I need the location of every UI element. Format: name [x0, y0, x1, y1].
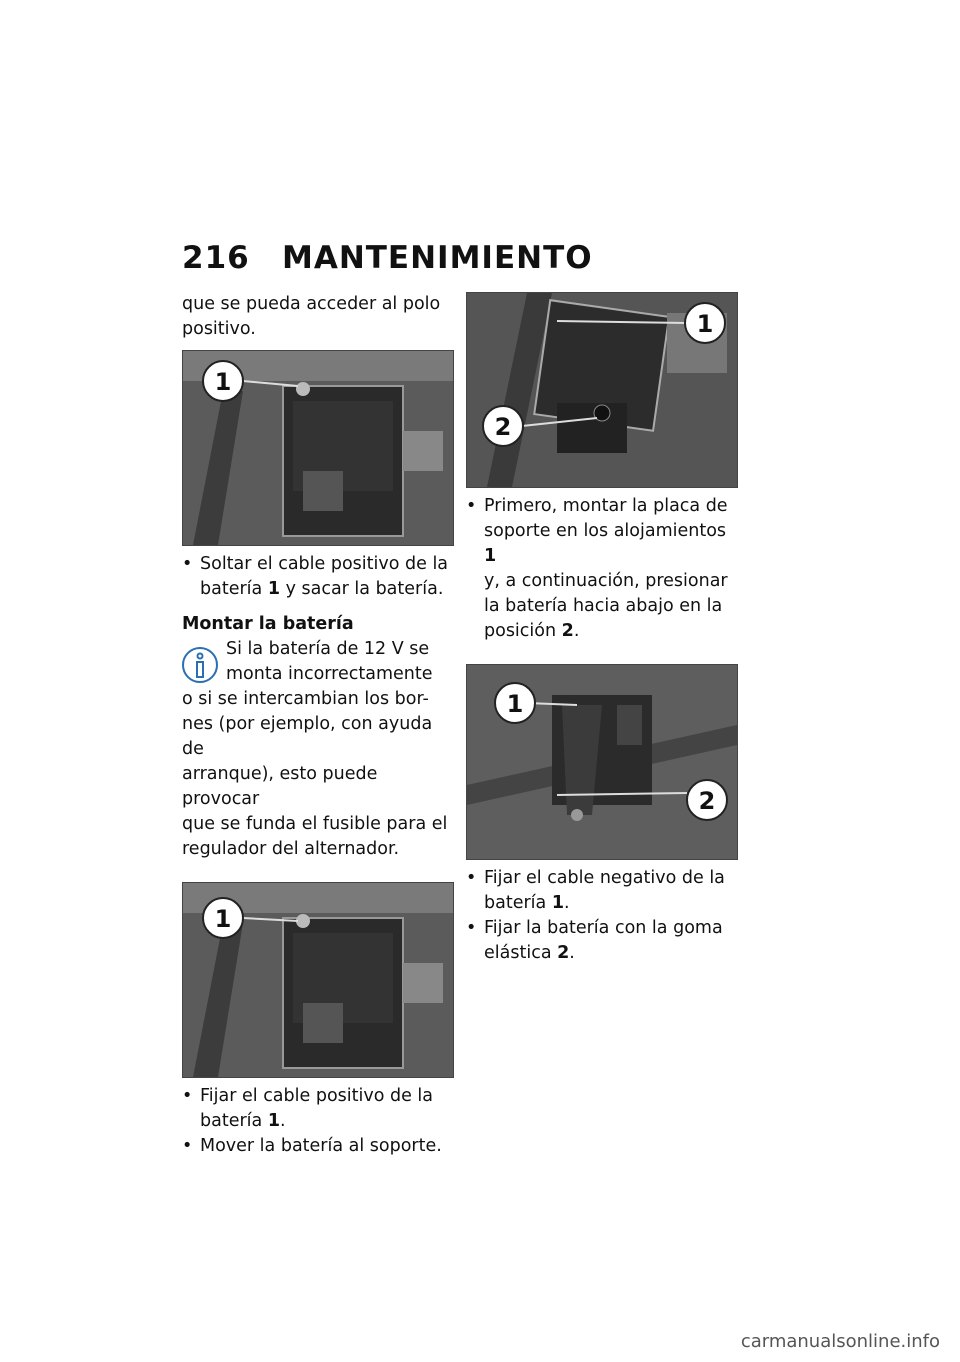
step-fix-strap	[466, 916, 741, 966]
reference-number: 1	[267, 1111, 280, 1131]
step-text: batería	[200, 579, 268, 599]
note-line: regulador del alternador.	[182, 839, 400, 859]
bullet-icon: •	[182, 1086, 193, 1106]
bullet-icon: •	[182, 1136, 193, 1156]
step-text: posición	[484, 621, 562, 641]
reference-number: 2	[561, 621, 574, 641]
step-text: la batería hacia abajo en la	[484, 596, 723, 616]
note-line: Si la batería de 12 V se	[226, 639, 430, 659]
right-column	[466, 292, 741, 966]
note-line: que se funda el fusible para el	[182, 814, 448, 834]
intro-text	[182, 292, 457, 342]
step-text: y, a continuación, presionar	[484, 571, 728, 591]
note-line: monta incorrectamente	[226, 664, 433, 684]
info-icon	[180, 645, 220, 685]
intro-line: que se pueda acceder al polo	[182, 294, 441, 314]
step-fix-negative	[466, 866, 741, 916]
bullet-icon: •	[182, 554, 193, 574]
photo-callout-1: 1	[696, 310, 714, 338]
bullet-icon: •	[466, 918, 477, 938]
step-text: Mover la batería al soporte.	[200, 1136, 442, 1156]
step-text: .	[280, 1111, 286, 1131]
note-line: o si se intercambian los bor-	[182, 689, 429, 709]
left-column	[182, 292, 457, 1159]
reference-number: 1	[551, 893, 564, 913]
battery-photo-1	[182, 350, 454, 546]
note-text	[182, 637, 457, 687]
battery-illustration	[183, 351, 453, 545]
intro-line: positivo.	[182, 319, 256, 339]
photo-callout-1: 1	[506, 690, 524, 718]
step-mount-holder	[466, 494, 741, 644]
step-loosen-positive	[182, 552, 457, 602]
step-text: .	[573, 621, 580, 641]
step-text: Soltar el cable positivo de la	[200, 554, 449, 574]
bullet-icon: •	[466, 496, 477, 516]
step-text: Fijar la batería con la goma	[484, 918, 723, 938]
battery-photo-3	[466, 292, 738, 488]
note-line: arranque), esto puede provocar	[182, 764, 378, 809]
step-text: Primero, montar la placa de	[484, 496, 728, 516]
battery-illustration	[183, 883, 453, 1077]
reference-number: 2	[557, 943, 570, 963]
reference-number: 1	[484, 546, 497, 566]
step-text: batería	[200, 1111, 268, 1131]
step-fix-positive	[182, 1084, 457, 1134]
section-subtitle: Montar la batería	[182, 614, 354, 634]
step-text: Fijar el cable positivo de la	[200, 1086, 434, 1106]
photo-callout-2: 2	[494, 413, 512, 441]
step-text: soporte en los alojamientos	[484, 521, 727, 541]
battery-holder-illustration	[467, 293, 737, 487]
step-text: .	[564, 893, 570, 913]
step-text: Fijar el cable negativo de la	[484, 868, 725, 888]
page-header	[182, 240, 593, 276]
step-text: y sacar la batería.	[280, 579, 444, 599]
info-note	[182, 637, 457, 862]
step-move-battery	[182, 1134, 457, 1159]
note-line: nes (por ejemplo, con ayuda de	[182, 714, 433, 759]
footer-watermark: carmanualsonline.info	[740, 1331, 940, 1352]
battery-photo-4	[466, 664, 738, 860]
page-number: 216	[182, 240, 250, 276]
step-text: batería	[484, 893, 552, 913]
photo-callout-1: 1	[214, 905, 232, 933]
battery-strap-illustration	[467, 665, 737, 859]
photo-callout-1: 1	[214, 368, 232, 396]
photo-callout-2: 2	[698, 787, 716, 815]
page-title: MANTENIMIENTO	[282, 240, 593, 276]
step-text: elástica	[484, 943, 558, 963]
note-text	[182, 687, 457, 862]
battery-photo-2	[182, 882, 454, 1078]
step-text: .	[569, 943, 575, 963]
bullet-icon: •	[466, 868, 477, 888]
reference-number: 1	[267, 579, 280, 599]
